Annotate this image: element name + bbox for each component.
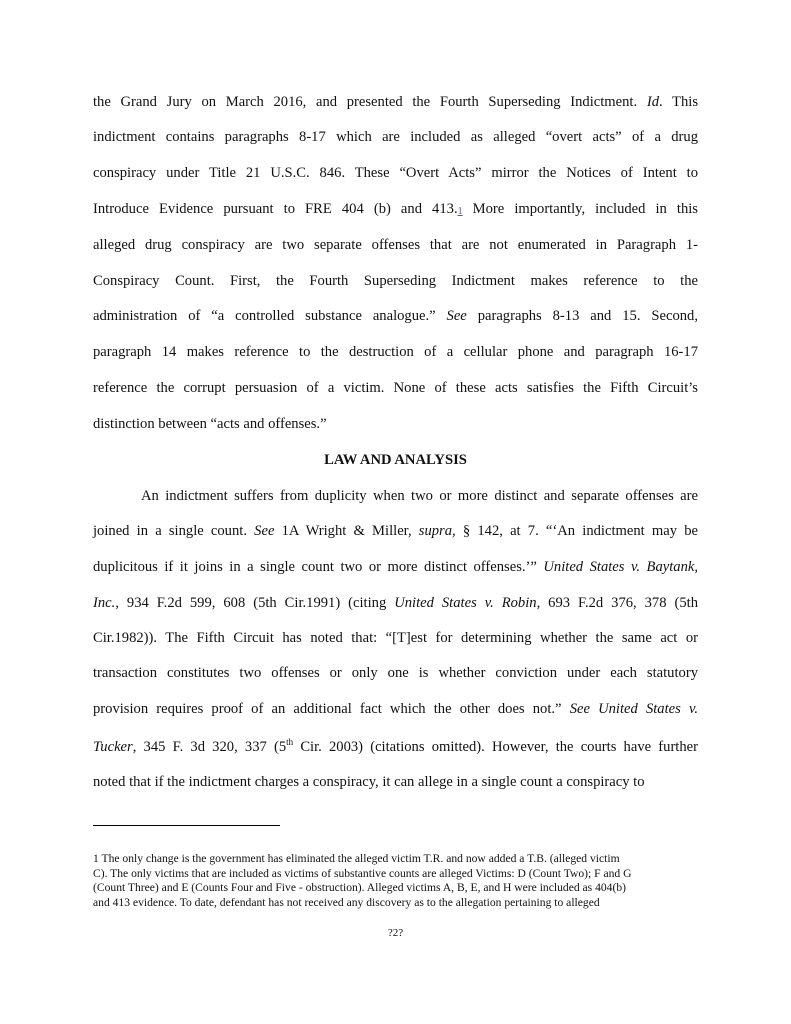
text: , 693 F.2d 376, 378 (5th: [536, 595, 698, 611]
text: , 934 F.2d 599, 608 (5th Cir.1991) (citing: [115, 595, 387, 611]
page-number: ?2?: [387, 927, 404, 939]
paragraph2-line-6: transaction constitutes two offenses or only one is whether conviction under each statutory: [93, 665, 698, 681]
footnote-line-4: and 413 evidence. To date, defendant has not received any discovery as to the allegation pertaining to alleged: [93, 896, 600, 909]
paragraph2-line-5: Cir.1982)). The Fifth Circuit has noted that: “[T]est for determining whether the same act or: [93, 630, 698, 646]
case-name: United States v. Robin: [394, 595, 537, 611]
paragraph1-line-7: [93, 307, 698, 325]
text: duplicitous if it joins in a single count two or more distinct offenses.’”: [93, 559, 537, 575]
signal-see: See: [446, 308, 467, 324]
text: 1A Wright & Miller,: [274, 523, 412, 539]
text: More importantly, included in this: [462, 201, 698, 217]
paragraph2-line-3: [93, 558, 698, 576]
text: , 345 F. 3d 320, 337 (5: [132, 739, 287, 755]
text: provision requires proof of an additional fact which the other does not.”: [93, 701, 562, 717]
paragraph1-line-6: Conspiracy Count. First, the Fourth Superseding Indictment makes reference to the: [93, 273, 698, 289]
paragraph2-line-8: [93, 738, 698, 756]
footnote-line-2: C). The only victims that are included as victims of substantive counts are alleged Victims: D (Count Two); F and G: [93, 867, 632, 880]
footnote-line-1: 1 The only change is the government has eliminated the alleged victim T.R. and now added a T.B. (alleged victim: [93, 852, 620, 865]
paragraph1-line-8: paragraph 14 makes reference to the destruction of a cellular phone and paragraph 16-17: [93, 344, 698, 360]
text: Cir. 2003) (citations omitted). However, the courts have further: [293, 739, 698, 755]
footnote-reference-link[interactable]: 1: [457, 206, 463, 217]
paragraph1-line-4: [93, 200, 698, 221]
citation-supra: supra,: [418, 523, 456, 539]
text: § 142, at 7. “‘An indictment may be: [455, 523, 698, 539]
text: Introduce Evidence pursuant to FRE 404 (b) and 413.: [93, 201, 458, 217]
paragraph2-line-4: [93, 594, 698, 612]
signal-see: See: [254, 523, 275, 539]
paragraph1-line-9: reference the corrupt persuasion of a victim. None of these acts satisfies the Fifth Circuit’s: [93, 380, 698, 396]
paragraph2-line-9: noted that if the indictment charges a conspiracy, it can allege in a single count a conspiracy to: [93, 774, 645, 790]
paragraph1-line-2: indictment contains paragraphs 8-17 which are included as alleged “overt acts” of a drug: [93, 129, 698, 145]
paragraph2-line-7: [93, 700, 698, 718]
paragraph1-line-3: conspiracy under Title 21 U.S.C. 846. These “Overt Acts” mirror the Notices of Intent to: [93, 165, 698, 181]
superscript: th: [286, 737, 294, 747]
citation-id: Id: [646, 94, 659, 110]
case-name: See United States v.: [569, 701, 698, 717]
case-name: Inc.: [93, 595, 116, 611]
paragraph1-line-10: distinction between “acts and offenses.”: [93, 416, 327, 432]
text: . This: [659, 94, 699, 110]
case-name: United States v. Baytank,: [543, 559, 698, 575]
footnote-separator: [93, 825, 280, 826]
footnote-line-3: (Count Three) and E (Counts Four and Five - obstruction). Alleged victims A, B, E, and H were included as 404(b): [93, 881, 627, 894]
text: administration of “a controlled substance analogue.”: [93, 308, 436, 324]
paragraph1-line-1: [93, 93, 698, 111]
section-heading: LAW AND ANALYSIS: [324, 452, 467, 468]
text: paragraphs 8-13 and 15. Second,: [466, 308, 698, 324]
paragraph1-line-5: alleged drug conspiracy are two separate offenses that are not enumerated in Paragraph 1-: [93, 237, 698, 253]
case-name: Tucker: [93, 739, 133, 755]
text: the Grand Jury on March 2016, and presented the Fourth Superseding Indictment.: [93, 94, 638, 110]
paragraph2-line-1: An indictment suffers from duplicity when two or more distinct and separate offenses are: [141, 488, 698, 504]
text: joined in a single count.: [93, 523, 247, 539]
paragraph2-line-2: [93, 522, 698, 540]
